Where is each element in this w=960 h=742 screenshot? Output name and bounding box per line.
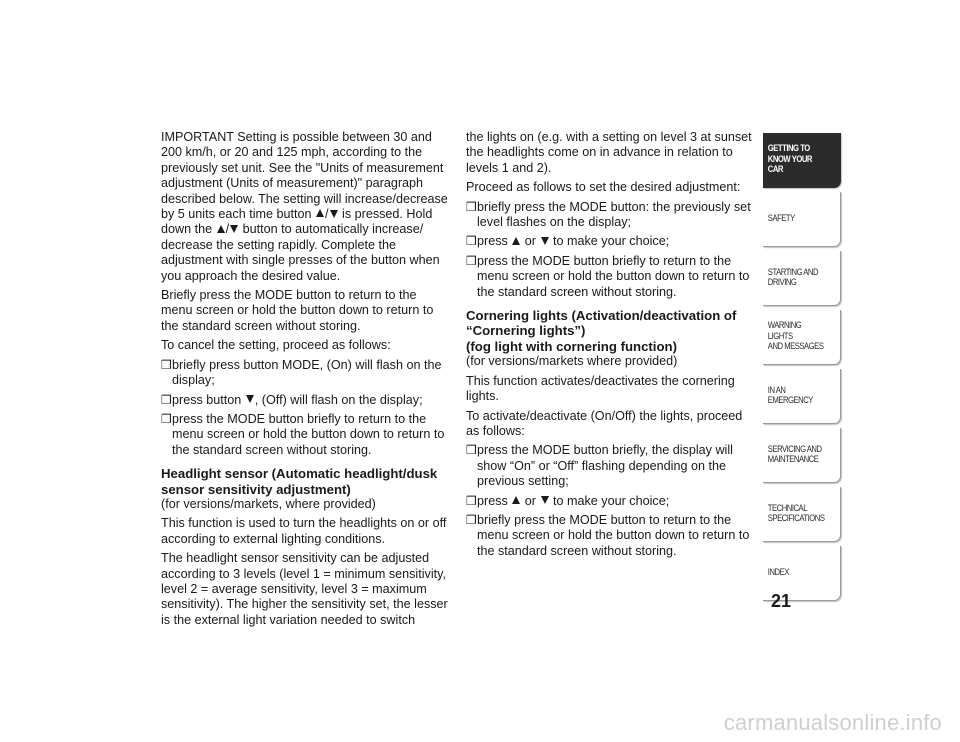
watermark: carmanualsonline.info bbox=[723, 710, 942, 735]
heading-fog-light: (fog light with cornering function) bbox=[466, 338, 677, 354]
checkbox-bullet-icon: ❒ bbox=[466, 493, 477, 508]
paragraph-continued: the lights on (e.g. with a setting on level 3 at sunset the headlights come on in advance in relation to levels 1 and 2). bbox=[466, 130, 752, 175]
paragraph-important: IMPORTANT Setting is possible between 30 and 200 km/h, or 20 and 125 mph, according to the previously set unit. See the "Units of measurement adjustment (Units of measurement)" paragraph described below. The setting will increase/decrease by 5 units each time button / is pressed. Hold down the / button to automatically increase/ decrease the setting rapidly. Complete the adjustment with single presses of the button when you approach the desired value. bbox=[161, 130, 448, 283]
tab-servicing[interactable]: SERVICING AND MAINTENANCE bbox=[763, 428, 841, 483]
tab-technical-specifications[interactable]: TECHNICAL SPECIFICATIONS bbox=[763, 487, 841, 542]
paragraph-cancel: To cancel the setting, proceed as follows: bbox=[161, 338, 391, 353]
up-arrow-icon bbox=[512, 237, 520, 245]
checkbox-bullet-icon: ❒ bbox=[466, 199, 477, 214]
subheading-versions: (for versions/markets where provided) bbox=[466, 354, 678, 369]
checkbox-bullet-icon: ❒ bbox=[466, 443, 477, 458]
list-item: ❒ press the MODE button briefly, the display will show “On” or “Off” flashing depending on the previous setting; bbox=[466, 443, 733, 489]
down-arrow-icon bbox=[541, 496, 549, 504]
list-item: ❒ briefly press button MODE, (On) will flash on the display; bbox=[161, 357, 442, 388]
paragraph-activate: To activate/deactivate (On/Off) the lights, proceed as follows: bbox=[466, 408, 743, 438]
list-item: ❒ press the MODE button briefly to return to the menu screen or hold the button down to return to the standard screen without storing. bbox=[466, 253, 750, 299]
up-arrow-icon bbox=[316, 209, 324, 217]
page-number: 21 bbox=[771, 591, 792, 611]
left-column bbox=[161, 130, 451, 632]
paragraph-function: This function is used to turn the headlights on or off according to external lighting conditions. bbox=[161, 516, 447, 546]
tab-warning-lights[interactable]: WARNING LIGHTS AND MESSAGES bbox=[763, 310, 841, 365]
checkbox-bullet-icon: ❒ bbox=[466, 234, 477, 249]
paragraph-proceed: Proceed as follows to set the desired adjustment: bbox=[466, 180, 741, 195]
list-item: ❒ briefly press the MODE button: the previously set level flashes on the display; bbox=[466, 199, 751, 230]
tab-index[interactable]: INDEX bbox=[763, 546, 841, 601]
paragraph-sensitivity: The headlight sensor sensitivity can be adjusted according to 3 levels (level 1 = minimum sensitivity, level 2 = average sensitivity, level 3 = maximum sensitivity). The higher the sensitivity set, the lesser is the external light variation needed to switch bbox=[161, 551, 448, 627]
heading-cornering-lights: Cornering lights (Activation/deactivation of “Cornering lights”) bbox=[466, 308, 737, 339]
tab-getting-to-know-your-car[interactable]: GETTING TO KNOW YOUR CAR bbox=[763, 133, 841, 188]
down-arrow-icon bbox=[541, 237, 549, 245]
paragraph-briefly: Briefly press the MODE button to return to the menu screen or hold the button down to return to the standard screen without storing. bbox=[161, 288, 434, 333]
checkbox-bullet-icon: ❒ bbox=[161, 357, 172, 372]
down-arrow-icon bbox=[230, 225, 238, 233]
checkbox-bullet-icon: ❒ bbox=[466, 512, 477, 527]
checkbox-bullet-icon: ❒ bbox=[466, 253, 477, 268]
down-arrow-icon bbox=[330, 210, 338, 218]
tab-starting-and-driving[interactable]: STARTING AND DRIVING bbox=[763, 251, 841, 306]
right-column bbox=[466, 130, 758, 563]
list-item: ❒ press or to make your choice; bbox=[466, 493, 670, 508]
paragraph-activates: This function activates/deactivates the cornering lights. bbox=[466, 373, 735, 404]
checkbox-bullet-icon: ❒ bbox=[161, 411, 172, 426]
up-arrow-icon bbox=[217, 225, 225, 233]
list-item: ❒ press or to make your choice; bbox=[466, 234, 670, 249]
heading-headlight-sensor: Headlight sensor (Automatic headlight/dusk sensor sensitivity adjustment) bbox=[161, 466, 438, 497]
tab-safety[interactable]: SAFETY bbox=[763, 192, 841, 247]
subheading-versions: (for versions/markets, where provided) bbox=[161, 496, 376, 511]
section-tabs bbox=[763, 133, 841, 605]
down-arrow-icon bbox=[246, 395, 254, 403]
checkbox-bullet-icon: ❒ bbox=[161, 392, 172, 407]
list-item: ❒ press the MODE button briefly to return to the menu screen or hold the button down to return to the standard screen without storing. bbox=[161, 411, 445, 457]
up-arrow-icon bbox=[512, 496, 520, 504]
list-item: ❒ briefly press the MODE button to return to the menu screen or hold the button down to return to the standard screen without storing. bbox=[466, 512, 750, 558]
tab-in-an-emergency[interactable]: IN AN EMERGENCY bbox=[763, 369, 841, 424]
list-item: ❒ press button , (Off) will flash on the display; bbox=[161, 392, 423, 407]
